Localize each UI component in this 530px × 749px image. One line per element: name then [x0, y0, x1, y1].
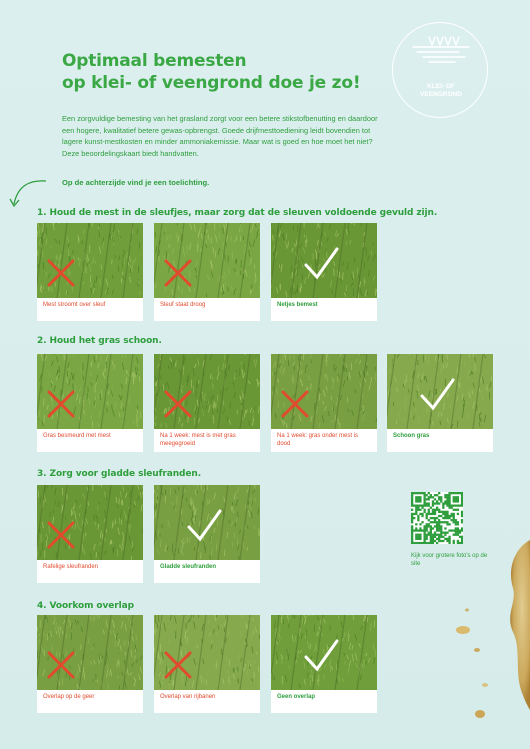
photo-caption: Overlap op de geer	[43, 694, 95, 700]
photo-caption: Sleuf staat droog	[160, 302, 206, 308]
grass-photo	[37, 485, 143, 560]
photo-card	[37, 223, 143, 321]
photo-card	[271, 354, 377, 452]
photo-caption: Overlap van rijbanen	[160, 694, 216, 700]
logo-text-2: VEENGROND	[420, 91, 462, 98]
grass-photo	[271, 354, 377, 429]
qr-code[interactable]	[411, 492, 463, 544]
photo-caption: Na 1 week: gras onder mest is dood	[277, 433, 359, 447]
intro-note: Op de achterzijde vind je een toelichting.	[62, 178, 210, 187]
grass-texture	[154, 615, 260, 690]
grass-texture	[37, 223, 143, 298]
grass-photo	[37, 615, 143, 690]
grass-photo	[271, 223, 377, 298]
manure-stain	[455, 540, 530, 749]
page-title	[62, 50, 360, 94]
grass-photo	[154, 485, 260, 560]
grass-texture	[37, 354, 143, 429]
qr-code-icon	[411, 492, 463, 544]
photo-card	[37, 485, 143, 583]
grass-photo	[154, 223, 260, 298]
grass-texture	[271, 354, 377, 429]
title-line-1: Optimaal bemesten	[62, 51, 247, 71]
photo-caption: Geen overlap	[277, 694, 316, 700]
photo-card	[271, 615, 377, 713]
grass-photo	[387, 354, 493, 429]
photo-caption: Schoon gras	[393, 433, 430, 439]
photo-caption: Na 1 week: mest is met gras meegegroeid	[160, 433, 236, 447]
photo-caption: Gladde sleufranden	[160, 564, 217, 570]
section-title-1: 1. Houd de mest in de sleufjes, maar zorg dat de sleuven voldoende gevuld zijn.	[37, 208, 438, 218]
qr-caption: Kijk voor grotere foto's op de site	[411, 553, 488, 567]
photo-card	[37, 354, 143, 452]
section-title-4: 4. Voorkom overlap	[37, 601, 134, 611]
grass-photo	[37, 223, 143, 298]
grass-texture	[37, 615, 143, 690]
grass-texture	[154, 223, 260, 298]
grass-texture	[271, 615, 377, 690]
photo-caption: Gras besmeurd met mest	[43, 433, 111, 439]
intro-text: Een zorgvuldige bemesting van het grasland zorgt voor een betere stikstofbenutting en daardoor een hogere, kwalitatief betere gewas-opbrengst. Goede drijfmesttoediening leidt bovendien tot lagere kunst-mestkosten en minder ammoniakemissie. Maar wat is goed en hoe moet het niet? Deze beoordelingskaart biedt handvatten.	[62, 114, 378, 158]
photo-caption: Netjes bemest	[277, 302, 318, 308]
grass-field-icon	[393, 23, 489, 119]
photo-card	[154, 485, 260, 583]
grass-texture	[387, 354, 493, 429]
grass-photo	[37, 354, 143, 429]
grass-texture	[154, 485, 260, 560]
photo-card	[271, 223, 377, 321]
photo-caption: Mest stroomt over sleuf	[43, 302, 106, 308]
grass-photo	[271, 615, 377, 690]
title-line-2: op klei- of veengrond doe je zo!	[62, 73, 361, 93]
logo-text-1: KLEI- OF	[427, 83, 455, 90]
section-title-2: 2. Houd het gras schoon.	[37, 336, 162, 346]
logo	[392, 22, 488, 118]
photo-card	[154, 615, 260, 713]
photo-caption: Rafelige sleufranden	[43, 564, 99, 570]
section-title-3: 3. Zorg voor gladde sleufranden.	[37, 469, 202, 479]
grass-texture	[154, 354, 260, 429]
grass-texture	[271, 223, 377, 298]
grass-photo	[154, 354, 260, 429]
photo-card	[387, 354, 493, 452]
photo-card	[154, 223, 260, 321]
grass-texture	[37, 485, 143, 560]
photo-card	[154, 354, 260, 452]
grass-photo	[154, 615, 260, 690]
photo-card	[37, 615, 143, 713]
